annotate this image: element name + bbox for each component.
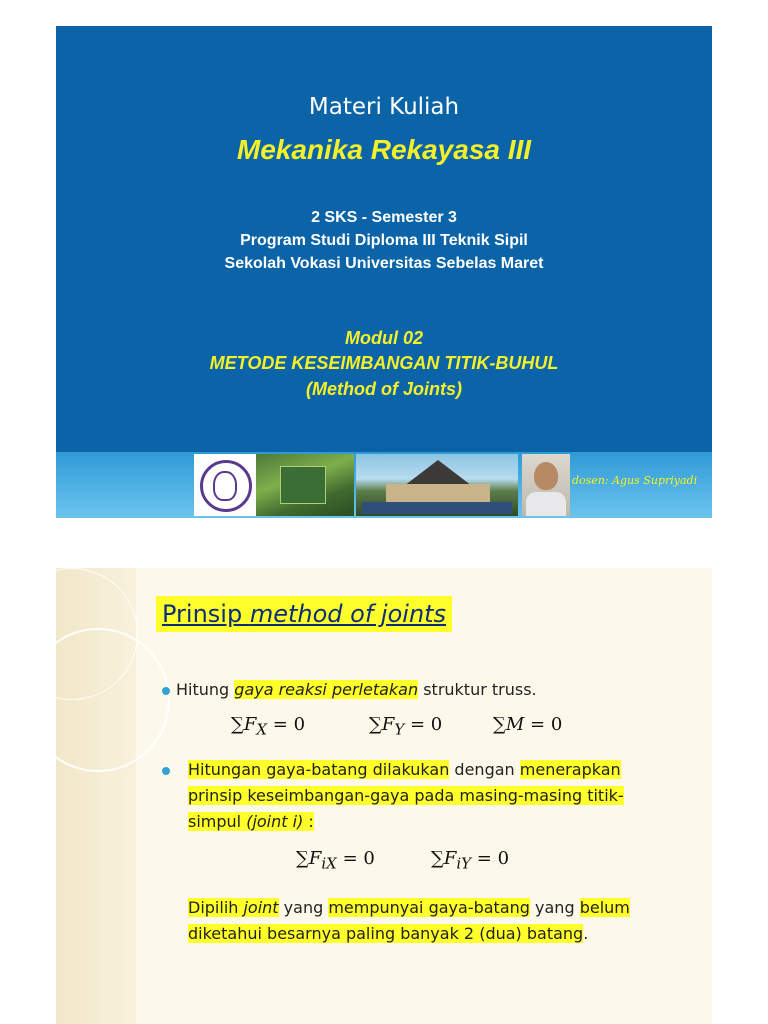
- text: Hitung: [176, 680, 235, 699]
- sum-symbol: ∑: [431, 848, 444, 869]
- decorative-sidebar: [56, 568, 136, 1024]
- moment-symbol: M: [505, 714, 525, 735]
- campus-building-photo: [356, 454, 518, 516]
- highlight-text: menerapkan: [519, 760, 621, 779]
- decorative-circle: [56, 628, 170, 772]
- subscript: iY: [456, 854, 472, 873]
- course-title: Mekanika Rekayasa III: [236, 134, 532, 165]
- green-campus-photo: [256, 454, 354, 516]
- university-logo: [194, 454, 256, 516]
- force-symbol: F: [381, 714, 395, 735]
- bullet-line: [188, 810, 314, 834]
- equation-sum-fiy: [431, 848, 509, 873]
- text: struktur truss.: [418, 680, 537, 699]
- text: .: [583, 924, 589, 943]
- text: yang: [278, 898, 329, 917]
- title-plain: Prinsip: [162, 600, 250, 628]
- equation-sum-fy: [369, 714, 442, 739]
- highlight-text: Hitungan gaya-batang dilakukan: [188, 760, 450, 779]
- sum-symbol: ∑: [231, 714, 244, 735]
- paragraph-line: [188, 922, 588, 946]
- bullet-line: [176, 678, 537, 702]
- building-shape: [386, 484, 490, 502]
- highlight-text: mempunyai gaya-batang: [328, 898, 530, 917]
- course-label: Materi Kuliah: [308, 94, 460, 120]
- highlight-text: joint: [243, 898, 279, 917]
- force-symbol: F: [308, 848, 322, 869]
- subscript: Y: [394, 720, 405, 739]
- highlight-text: belum: [579, 898, 630, 917]
- course-info-line: Sekolah Vokasi Universitas Sebelas Maret: [224, 255, 544, 272]
- force-symbol: F: [243, 714, 257, 735]
- highlight-text: gaya reaksi perletakan: [234, 680, 419, 699]
- highlight-text: Dipilih: [188, 898, 244, 917]
- lecturer-photo: [522, 454, 570, 516]
- logo-emblem-icon: [213, 471, 237, 501]
- bullet-icon: [162, 767, 170, 775]
- slide-title: [156, 596, 452, 632]
- text: dengan: [449, 760, 520, 779]
- bullet-line: [188, 784, 624, 808]
- highlight-text: diketahui besarnya paling banyak 2 (dua) batang: [188, 924, 584, 943]
- highlight-text: (joint i): [246, 812, 304, 831]
- equals-zero: = 0: [476, 848, 510, 869]
- content-slide: [56, 568, 712, 1024]
- lecturer-signature: dosen: Agus Supriyadi: [572, 474, 698, 487]
- paragraph-line: [188, 896, 630, 920]
- building-roof-shape: [404, 460, 472, 486]
- subscript: X: [256, 720, 268, 739]
- title-italic: method of joints: [249, 600, 447, 628]
- highlight-text: :: [303, 812, 314, 831]
- course-info-line: 2 SKS - Semester 3: [311, 209, 457, 226]
- equals-zero: = 0: [272, 714, 306, 735]
- title-slide: [56, 26, 712, 518]
- sum-symbol: ∑: [369, 714, 382, 735]
- force-symbol: F: [443, 848, 457, 869]
- equation-sum-fx: [231, 714, 305, 739]
- lecturer-head-shape: [534, 462, 558, 490]
- sum-symbol: ∑: [296, 848, 309, 869]
- sum-symbol: ∑: [493, 714, 506, 735]
- equation-sum-m: [493, 714, 562, 735]
- photo-strip: [56, 452, 712, 518]
- campus-sign-shape: [362, 502, 512, 514]
- highlight-text: prinsip keseimbangan-gaya pada masing-masing titik-: [188, 786, 624, 805]
- module-title: METODE KESEIMBANGAN TITIK-BUHUL: [209, 353, 559, 373]
- bullet-line: [188, 758, 621, 782]
- green-campus-sign: [280, 466, 326, 504]
- subscript: iX: [321, 854, 337, 873]
- equals-zero: = 0: [410, 714, 443, 735]
- equals-zero: = 0: [530, 714, 563, 735]
- module-number: Modul 02: [344, 328, 423, 348]
- bullet-icon: [162, 687, 170, 695]
- text: yang: [529, 898, 580, 917]
- equation-sum-fix: [296, 848, 375, 873]
- highlight-text: simpul: [188, 812, 247, 831]
- module-subtitle: (Method of Joints): [306, 379, 462, 399]
- course-info-line: Program Studi Diploma III Teknik Sipil: [240, 232, 528, 249]
- lecturer-body-shape: [526, 492, 566, 516]
- equals-zero: = 0: [342, 848, 375, 869]
